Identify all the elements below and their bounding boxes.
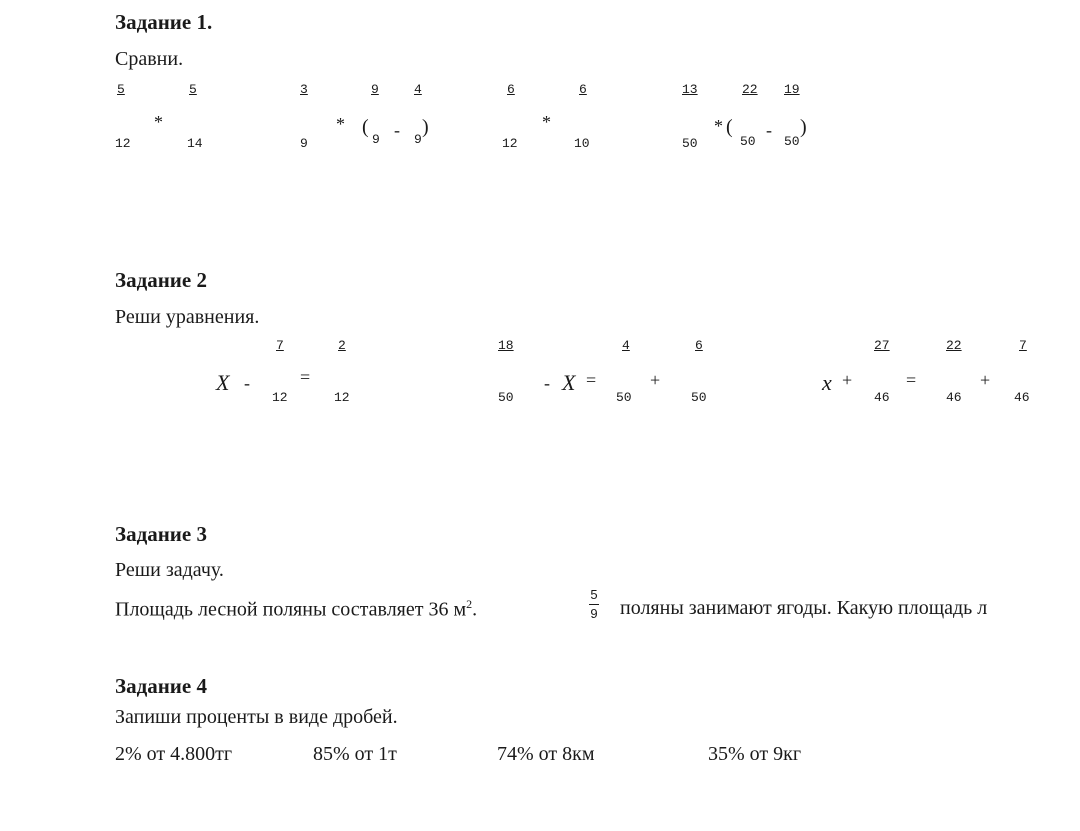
task2-eq2-num2: 4 — [622, 338, 630, 353]
task1-ex2-num2: 9 — [371, 82, 379, 97]
task1-ex3-op: * — [542, 112, 551, 132]
task1-ex2-minus: - — [394, 120, 400, 140]
task2-eq1-num2: 2 — [338, 338, 346, 353]
task1-ex4-op: * — [714, 116, 723, 136]
task2-eq3-var: x — [822, 370, 832, 395]
task2-eq3-plus2: + — [980, 370, 991, 390]
task2-eq1-var: X — [216, 370, 230, 395]
task2-title: Задание 2 — [115, 268, 207, 292]
task1-ex2-den3: 9 — [414, 132, 422, 147]
task2-eq3-eq: = — [906, 370, 917, 390]
task1-ex4-den2: 50 — [740, 134, 756, 149]
task2-eq3-num1: 27 — [874, 338, 890, 353]
task2-eq1-den2: 12 — [334, 390, 350, 405]
task1-ex2-lparen: ( — [362, 116, 369, 138]
task3-title: Задание 3 — [115, 522, 207, 546]
task3-sup: 2 — [466, 597, 473, 611]
task4-title: Задание 4 — [115, 674, 207, 698]
task1-ex3-den1: 12 — [502, 136, 518, 151]
task1-ex1-den1: 12 — [115, 136, 131, 151]
task2-eq2-eq: = — [586, 370, 597, 390]
task2-eq2-plus: + — [650, 370, 661, 390]
task1-instruction: Сравни. — [115, 48, 184, 70]
task4-item: 74% от 8км — [497, 743, 595, 765]
task2-instruction: Реши уравнения. — [115, 306, 260, 328]
task1-ex4-den1: 50 — [682, 136, 698, 151]
task3-text-line — [115, 597, 477, 622]
task2-eq2-num1: 18 — [498, 338, 514, 353]
task1-ex2-num1: 3 — [300, 82, 308, 97]
task1-title: Задание 1. — [115, 10, 213, 34]
task1-ex1-num2: 5 — [189, 82, 197, 97]
task4-item: 85% от 1т — [313, 743, 397, 765]
task1-ex3-den2: 10 — [574, 136, 590, 151]
task2-eq1-minus: - — [244, 373, 250, 393]
task1-ex2-rparen: ) — [422, 116, 429, 138]
task2-eq2-num3: 6 — [695, 338, 703, 353]
task3-text-before: Площадь лесной поляны составляет 36 м — [115, 598, 467, 621]
task2-eq2-den1: 50 — [498, 390, 514, 405]
task1-ex1-op: * — [154, 112, 163, 132]
task1-ex2-den2: 9 — [372, 132, 380, 147]
task3-dot: . — [472, 598, 478, 621]
task4-item: 35% от 9кг — [708, 743, 802, 765]
task3-instruction: Реши задачу. — [115, 559, 224, 581]
task1-ex1-den2: 14 — [187, 136, 203, 151]
task2-eq3-num2: 22 — [946, 338, 962, 353]
task1-ex4-rparen: ) — [800, 116, 807, 138]
task3-frac-num: 5 — [590, 587, 598, 602]
task1-ex2-op: * — [336, 114, 345, 134]
task2-eq2-minus: - — [544, 373, 550, 393]
task4-instruction: Запиши проценты в виде дробей. — [115, 706, 398, 728]
task1-ex4-lparen: ( — [726, 116, 733, 138]
task2-eq1-eq: = — [300, 367, 311, 387]
task2-eq2-den2: 50 — [616, 390, 632, 405]
task2-eq3-plus1: + — [842, 370, 853, 390]
task1-ex4-den3: 50 — [784, 134, 800, 149]
task1-ex2-den1: 9 — [300, 136, 308, 151]
task1-ex1-num1: 5 — [117, 82, 125, 97]
task3-text-after: поляны занимают ягоды. Какую площадь л — [620, 597, 988, 619]
task1-ex3-num1: 6 — [507, 82, 515, 97]
task2-eq2-den3: 50 — [691, 390, 707, 405]
task4-item: 2% от 4.800тг — [115, 743, 233, 765]
task1-ex4-minus: - — [766, 120, 772, 140]
task3-frac-line — [589, 604, 599, 605]
task2-eq3-den1: 46 — [874, 390, 890, 405]
task2-eq1-den1: 12 — [272, 390, 288, 405]
task1-ex4-num3: 19 — [784, 82, 800, 97]
task3-fraction — [589, 587, 599, 622]
task2-eq1-num1: 7 — [276, 338, 284, 353]
task2-eq3-den3: 46 — [1014, 390, 1030, 405]
task1-ex4-num2: 22 — [742, 82, 758, 97]
task2-eq3-num3: 7 — [1019, 338, 1027, 353]
task1-ex3-num2: 6 — [579, 82, 587, 97]
task2-eq2-var: X — [562, 370, 576, 395]
task2-eq3-den2: 46 — [946, 390, 962, 405]
task1-ex2-num3: 4 — [414, 82, 422, 97]
task1-ex4-num1: 13 — [682, 82, 698, 97]
task3-frac-den: 9 — [590, 606, 598, 621]
